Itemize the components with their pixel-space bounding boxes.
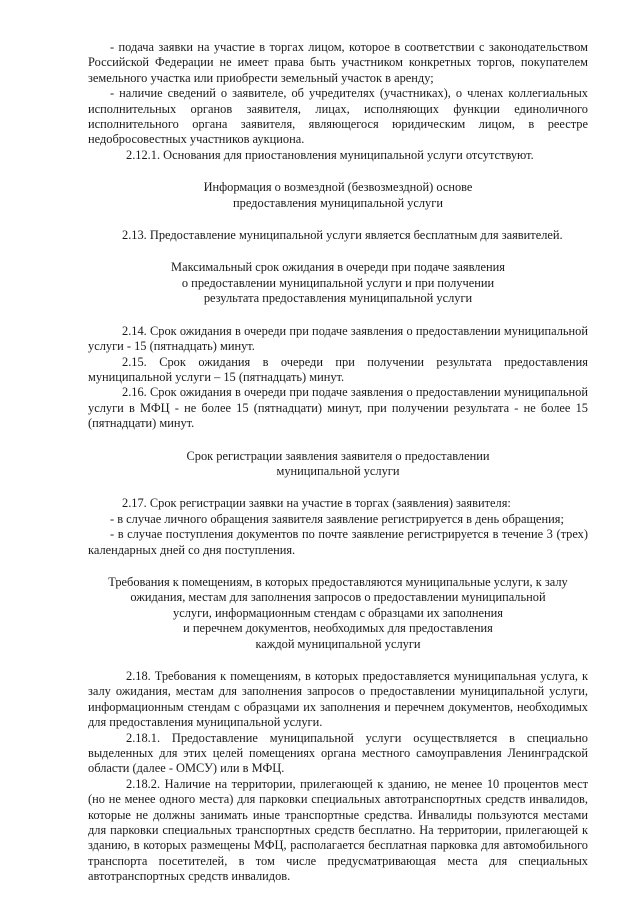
paragraph-2-17-b: - в случае поступления документов по почте заявление регистрируется в течение 3 (трех) календарных дней со дня поступления. — [88, 527, 588, 557]
heading-line: каждой муниципальной услуги — [255, 636, 421, 651]
heading-line: ожидания, местам для заполнения запросов о предоставлении муниципальной — [130, 590, 546, 605]
paragraph-2-12-1: 2.12.1. Основания для приостановления муниципальной услуги отсутствуют. — [126, 147, 534, 162]
document-page — [88, 40, 588, 885]
heading-registration-term — [88, 449, 588, 480]
paragraph-2-16: 2.16. Срок ожидания в очереди при подаче заявления о предоставлении муниципальной услуги в МФЦ - не более 15 (пятнадцати) минут, при получении результата - не более 15 (пятнадцати) минут. — [88, 385, 588, 431]
paragraph-2-15: 2.15. Срок ожидания в очереди при получении результата предоставления муниципальной услуги – 15 (пятнадцать) минут. — [88, 354, 588, 384]
heading-line: Требования к помещениям, в которых предоставляются муниципальные услуги, к залу — [108, 574, 568, 589]
heading-line: и перечнем документов, необходимых для предоставления — [183, 621, 493, 636]
heading-line: Максимальный срок ожидания в очереди при подаче заявления — [171, 260, 505, 275]
paragraph-2-14: 2.14. Срок ожидания в очереди при подаче заявления о предоставлении муниципальной услуги - 15 (пятнадцать) минут. — [88, 323, 588, 354]
paragraph-2-17: 2.17. Срок регистрации заявки на участие в торгах (заявления) заявителя: — [122, 496, 511, 511]
heading-line: муниципальной услуги — [276, 463, 400, 478]
heading-line: услуги, информационным стендам с образцами их заполнения — [173, 605, 503, 620]
paragraph-2-18: 2.18. Требования к помещениям, в которых предоставляется муниципальная услуга, к залу ожидания, местам для заполнения запросов о предоставлении муниципальной услуги, информационным стендам с образцами их заполнения и перечнем документов, необходимых для предоставления муниципальной услуги. — [88, 669, 588, 730]
paragraph-2-18-1: 2.18.1. Предоставление муниципальной услуги осуществляется в специально выделенных для этих целей помещениях органа местного самоуправления Ленинградской области (далее - ОМСУ) или в МФЦ. — [88, 730, 588, 776]
heading-line: Срок регистрации заявления заявителя о предоставлении — [186, 448, 490, 463]
heading-line: о предоставлении муниципальной услуги и при получении — [181, 275, 495, 290]
heading-waiting-time — [88, 260, 588, 306]
heading-paid-basis — [88, 180, 588, 211]
paragraph-grounds-b: - наличие сведений о заявителе, об учредителях (участниках), о членах коллегиальных исполнительных органов заявителя, лицах, исполняющих функции единоличного исполнительного органа заявителя, являющегося юридическим лицом, в реестре недобросовестных участников аукциона. — [88, 86, 588, 147]
paragraph-2-13: 2.13. Предоставление муниципальной услуги является бесплатным для заявителей. — [122, 228, 563, 243]
paragraph-2-18-2: 2.18.2. Наличие на территории, прилегающей к зданию, не менее 10 процентов мест (но не менее одного места) для парковки специальных автотранспортных средств инвалидов, которые не должны занимать иные транспортные средства. Инвалиды пользуются местами для парковки специальных транспортных средств бесплатно. На территории, прилегающей к зданию, в которых размещены МФЦ, располагается бесплатная парковка для автомобильного транспорта посетителей, в том числе предусматривающая места для специальных автотранспортных средств инвалидов. — [88, 776, 588, 884]
heading-line: результата предоставления муниципальной услуги — [203, 291, 473, 306]
paragraph-grounds-a: - подача заявки на участие в торгах лицом, которое в соответствии с законодательством Российской Федерации не имеет права быть участником конкретных торгов, покупателем земельного участка или приобрести земельный участок в аренду; — [88, 40, 588, 85]
heading-premises-requirements — [88, 575, 588, 652]
paragraph-2-17-a: - в случае личного обращения заявителя заявление регистрируется в день обращения; — [110, 511, 564, 526]
heading-line: предоставления муниципальной услуги — [233, 195, 443, 210]
heading-line: Информация о возмездной (безвозмездной) основе — [203, 180, 473, 195]
